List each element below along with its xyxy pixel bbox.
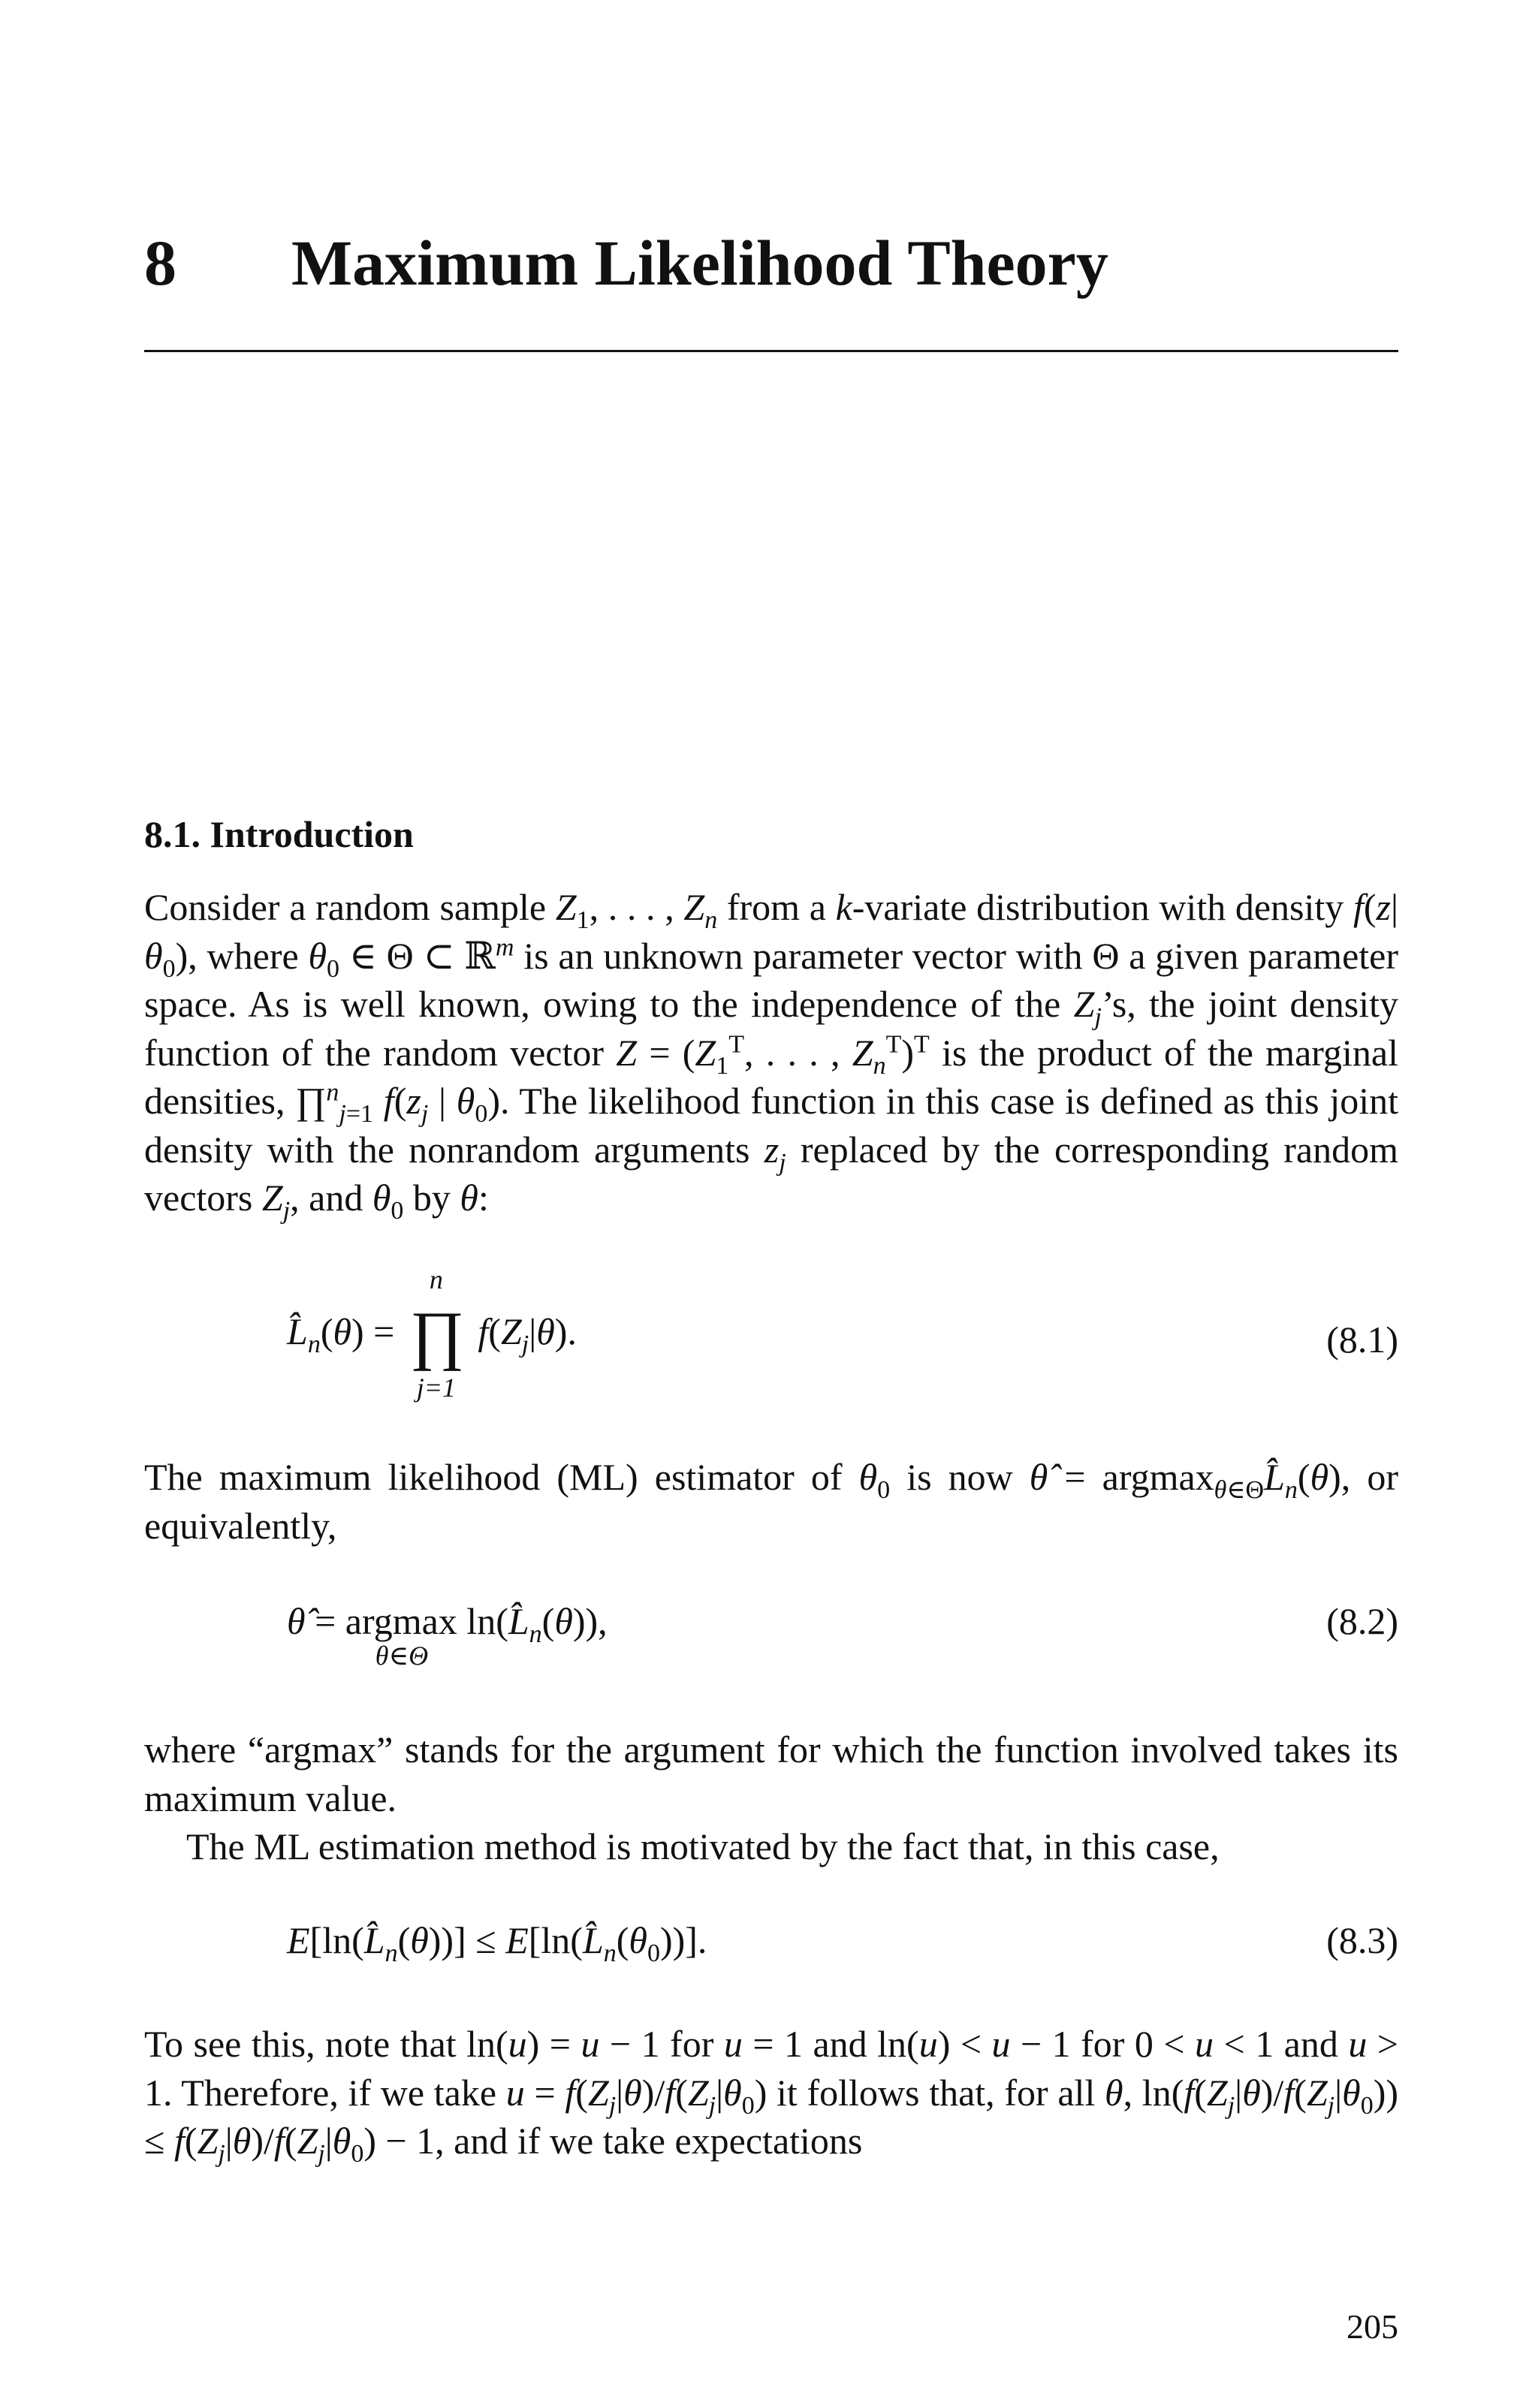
- equation-8-1: [144, 1264, 1398, 1403]
- equation-8-2-tag: (8.2): [1326, 1600, 1398, 1642]
- equation-8-2-body: θ̂ = argmax θ∈Θ $\ln(L̂_n(\theta))$,: [287, 1600, 608, 1671]
- page-number: 205: [1347, 2307, 1398, 2346]
- ml-estimator-paragraph: The maximum likelihood (ML) estimator of $\theta_0$ is now θ̂ = $argmax_{\theta\in\Theta}L̂_n(\theta)$, or equivalently,: [144, 1456, 1398, 1547]
- section-heading: 8.1. Introduction: [144, 813, 414, 855]
- equation-8-1-body: $L̂_n(\theta)$ = n ∏ j=1 $f(Z_j|\theta)$.: [287, 1264, 577, 1403]
- motivation-paragraph: The ML estimation method is motivated by the fact that, in this case,: [186, 1825, 1220, 1867]
- equation-8-1-tag: (8.1): [1326, 1319, 1398, 1361]
- chapter-number: 8: [144, 227, 176, 299]
- chapter-rule: [144, 350, 1398, 352]
- argmax-paragraph: where “argmax” stands for the argument for which the function involved takes its maximum value.: [144, 1728, 1398, 1819]
- chapter-heading: [144, 225, 1398, 300]
- proof-paragraph: To see this, note that ln(u) = u − 1 for u = 1 and ln(u) < u − 1 for 0 < u < 1 and u > 1. Therefore, if we take $u = f(Z_j|\theta)/f(Z_j|\theta_0)$ it follows that, for all θ, $\ln(f(Z_j|\theta)/f(Z_j|\theta_0)) \le f(Z_j|\theta)/f(Z_j|\theta_0) - 1$, and if we take expectations: [144, 2023, 1399, 2168]
- equation-8-3: [144, 1918, 1398, 1971]
- equation-8-2: [144, 1599, 1398, 1671]
- chapter-title: Maximum Likelihood Theory: [291, 227, 1108, 299]
- intro-paragraph: Consider a random sample $Z_1$, . . . , $Z_n$ from a k-variate distribution with density $f(z|\theta_0)$, where $\theta_0$ ∈ Θ ⊂ ℝ$^m$ is an unknown parameter vector with Θ a given parameter space. As is well known, owing to the independence of the $Z_j’s$, the joint density function of the random vector $Z = (Z_1^T$, . . . , $Z_n^T)^T$ is the product of the marginal densities, ∏$^n_{j=1}$ $f(z_j$ | $\theta_0$). The likelihood function in this case is defined as this joint density with the nonrandom arguments $z_j$ replaced by the corresponding random vectors $Z_j$, and $\theta_0$ by θ:: [144, 886, 1399, 1225]
- equation-8-3-body: $E[\ln(L̂_n(\theta))]$ ≤ $E[\ln(L̂_n(\theta_0))]$.: [287, 1919, 707, 1967]
- equation-8-3-tag: (8.3): [1326, 1919, 1398, 1961]
